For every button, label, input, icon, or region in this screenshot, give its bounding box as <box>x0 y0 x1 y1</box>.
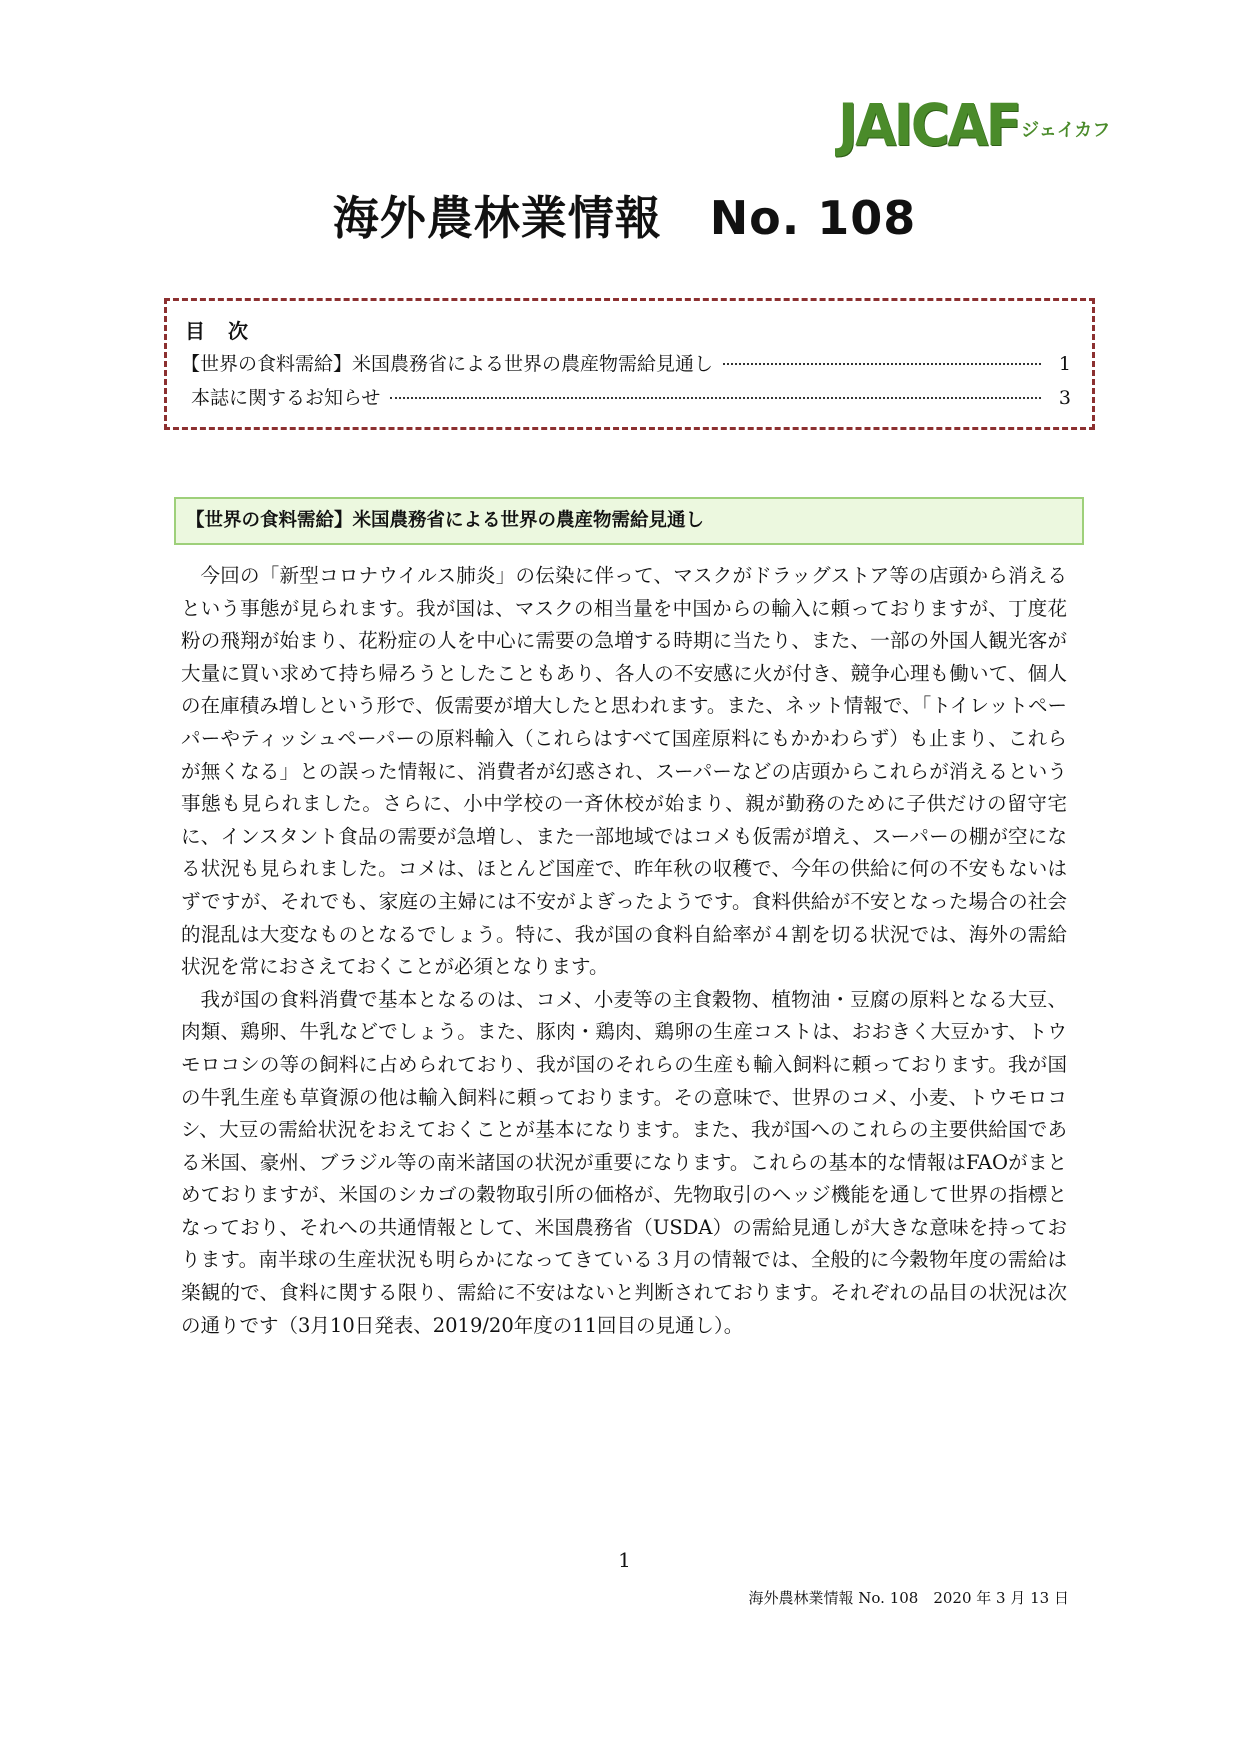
section-heading: 【世界の食料需給】米国農務省による世界の農産物需給見通し <box>174 497 1084 545</box>
article-body <box>181 560 1067 1342</box>
toc-entry-page: 1 <box>1058 353 1071 375</box>
document-title <box>0 182 1249 248</box>
toc-leader <box>723 363 1041 365</box>
toc-entry-label: 【世界の食料需給】米国農務省による世界の農産物需給見通し <box>181 353 714 375</box>
toc-heading: 目 次 <box>185 319 256 343</box>
jaicaf-logo <box>838 88 1111 159</box>
title-main: 海外農林業情報 <box>332 191 662 245</box>
toc-entry[interactable] <box>181 349 1071 376</box>
issue-number: No. 108 <box>709 191 917 245</box>
footer-issue-date: 海外農林業情報 No. 108 2020 年 3 月 13 日 <box>748 1589 1069 1607</box>
logo-katakana: ジェイカフ <box>1021 120 1111 141</box>
paragraph: 我が国の食料消費で基本となるのは、コメ、小麦等の主食穀物、植物油・豆腐の原料となる大豆、肉類、鶏卵、牛乳などでしょう。また、豚肉・鶏肉、鶏卵の生産コストは、おおきく大豆かす、トウモロコシの等の飼料に占められており、我が国のそれらの生産も輸入飼料に頼っております。我が国の牛乳生産も草資源の他は輸入飼料に頼っております。その意味で、世界のコメ、小麦、トウモロコシ、大豆の需給状況をおえておくことが基本になります。また、我が国へのこれらの主要供給国である米国、豪州、ブラジル等の南米諸国の状況が重要になります。これらの基本的な情報はFAOがまとめておりますが、米国のシカゴの穀物取引所の価格が、先物取引のヘッジ機能を通して世界の指標となっており、それへの共通情報として、米国農務省（USDA）の需給見通しが大きな意味を持っております。南半球の生産状況も明らかになってきている３月の情報では、全般的に今穀物年度の需給は楽観的で、食料に関する限り、需給に不安はないと判断されております。それぞれの品目の状況は次の通りです（3月10日発表、2019/20年度の11回目の見通し）。 <box>181 987 1067 1337</box>
paragraph: 今回の「新型コロナウイルス肺炎」の伝染に伴って、マスクがドラッグストア等の店頭から消えるという事態が見られます。我が国は、マスクの相当量を中国からの輸入に頼っておりますが、丁度花粉の飛翔が始まり、花粉症の人を中心に需要の急増する時期に当たり、また、一部の外国人観光客が大量に買い求めて持ち帰ろうとしたこともあり、各人の不安感に火が付き、競争心理も働いて、個人の在庫積み増しという形で、仮需要が増大したと思われます。また、ネット情報で、「トイレットペーパーやティッシュペーパーの原料輸入（これらはすべて国産原料にもかかわらず）も止まり、これらが無くなる」との誤った情報に、消費者が幻惑され、スーパーなどの店頭からこれらが消えるという事態も見られました。さらに、小中学校の一斉休校が始まり、親が勤務のために子供だけの留守宅に、インスタント食品の需要が急増し、また一部地域ではコメも仮需が増え、スーパーの棚が空になる状況も見られました。コメは、ほとんど国産で、昨年秋の収穫で、今年の供給に何の不安もないはずですが、それでも、家庭の主婦には不安がよぎったようです。食料供給が不安となった場合の社会的混乱は大変なものとなるでしょう。特に、我が国の食料自給率が４割を切る状況では、海外の需給状況を常におさえておくことが必須となります。 <box>181 564 1067 979</box>
toc-entry-label: 本誌に関するお知らせ <box>191 387 381 409</box>
table-of-contents <box>164 298 1095 430</box>
logo-wordmark: JAICAF <box>838 91 1020 159</box>
page-number: 1 <box>618 1548 631 1572</box>
toc-entry[interactable] <box>191 383 1071 410</box>
toc-leader <box>390 397 1041 399</box>
toc-entry-page: 3 <box>1058 387 1071 409</box>
